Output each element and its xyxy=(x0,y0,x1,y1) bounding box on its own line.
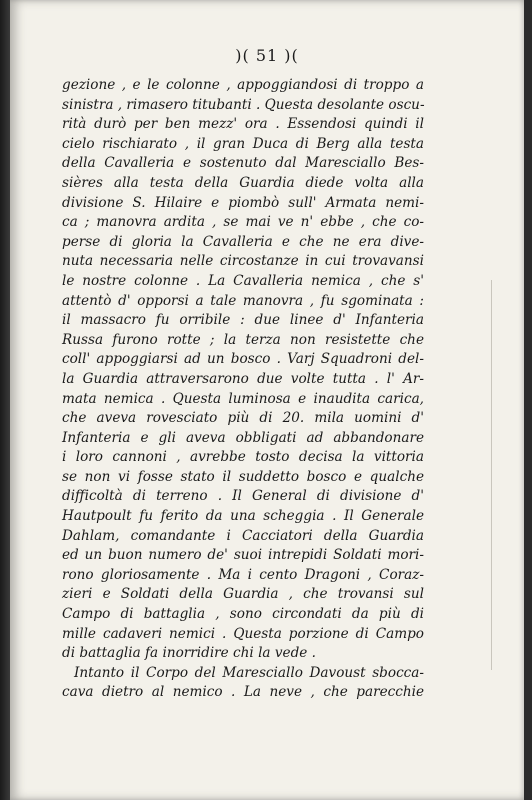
text-line: perse di gloria la Cavalleria e che ne era dive- xyxy=(62,233,424,250)
text-line: le nostre colonne . La Cavalleria nemica , che s' xyxy=(62,272,424,289)
text-line: ed un buon numero de' suoi intrepidi Soldati mori- xyxy=(62,547,424,564)
text-line: nuta necessaria nelle circostanze in cui trovavansi xyxy=(62,253,424,270)
text-line: mille cadaveri nemici . Questa porzione di Campo xyxy=(62,625,424,642)
text-line: di battaglia fa inorridire chi la vede . xyxy=(62,645,316,662)
text-line: rità durò per ben mezz' ora . Essendosi quindi il xyxy=(62,116,424,133)
text-line: Infanteria e gli aveva obbligati ad abbandonare xyxy=(62,429,424,446)
text-line: Campo di battaglia , sono circondati da più di xyxy=(62,606,424,623)
text-line: coll' appoggiarsi ad un bosco . Varj Squadroni del- xyxy=(62,351,424,368)
text-line: Russa furono rotte ; la terza non resistette che xyxy=(62,331,424,348)
page-number: )( 51 )( xyxy=(235,46,299,65)
text-line: gezione , e le colonne , appoggiandosi di troppo a xyxy=(62,77,424,93)
text-line: zieri e Soldati della Guardia , che trovansi sul xyxy=(62,586,424,603)
text-line: difficoltà di terreno . Il General di divisione d' xyxy=(62,488,424,505)
text-line: se non vi fosse stato il suddetto bosco e qualche xyxy=(62,468,424,485)
margin-line xyxy=(491,280,492,670)
text-line: la Guardia attraversarono due volte tutta . l' Ar- xyxy=(62,370,424,387)
text-line: sinistra , rimasero titubanti . Questa desolante oscu- xyxy=(62,96,425,113)
text-line: cava dietro al nemico . La neve , che parecchie xyxy=(62,684,424,701)
text-line: della Cavalleria e sostenuto dal Maresciallo Bes- xyxy=(62,155,424,172)
paragraph-start-line: Intanto il Corpo del Maresciallo Davoust sbocca- xyxy=(74,664,424,681)
text-line: cielo rischiarato , il gran Duca di Berg alla testa xyxy=(62,135,424,152)
text-line: i loro cannoni , avrebbe tosto decisa la vittoria xyxy=(62,449,424,466)
text-line: sières alla testa della Guardia diede volta alla xyxy=(62,174,424,191)
text-line: attentò d' opporsi a tale manovra , fu sgominata : xyxy=(62,292,424,309)
text-line: divisione S. Hilaire e piombò sull' Armata nemi- xyxy=(62,194,424,211)
book-page xyxy=(10,0,524,800)
text-line: rono gloriosamente . Ma i cento Dragoni , Coraz- xyxy=(62,566,424,583)
text-line: Dahlam, comandante i Cacciatori della Guardia xyxy=(62,527,424,544)
text-line: Hautpoult fu ferito da una scheggia . Il Generale xyxy=(62,508,424,525)
book-spine-shadow xyxy=(0,0,10,800)
text-line: il massacro fu orribile : due linee d' Infanteria xyxy=(62,312,424,329)
body-text xyxy=(62,76,424,703)
text-line: mata nemica . Questa luminosa e inaudita carica, xyxy=(62,390,424,407)
text-line: ca ; manovra ardita , se mai ve n' ebbe , che co- xyxy=(62,214,424,231)
text-line: che aveva rovesciato più di 20. mila uomini d' xyxy=(62,410,424,427)
